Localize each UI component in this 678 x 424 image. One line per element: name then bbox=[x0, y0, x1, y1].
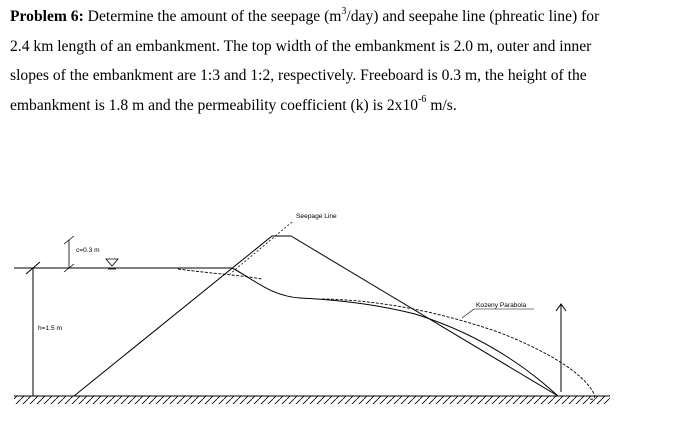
embankment-outline bbox=[74, 236, 558, 396]
freeboard-dimension bbox=[64, 236, 74, 272]
problem-label: Problem 6: bbox=[10, 8, 84, 25]
seepage-pointer bbox=[230, 222, 292, 274]
problem-text-1a: Determine the amount of the seepage (m bbox=[83, 8, 342, 25]
kozeny-parabola-label: Kozeny Parabola bbox=[476, 302, 527, 309]
problem-line-3: slopes of the embankment are 1:3 and 1:2, respectively. Freeboard is 0.3 m, the height of the bbox=[10, 67, 587, 84]
kozeny-parabola bbox=[322, 299, 594, 399]
freeboard-label: c=0.3 m bbox=[76, 247, 100, 254]
phreatic-line bbox=[232, 268, 558, 396]
kozeny-pointer bbox=[462, 309, 474, 318]
seepage-line-label: Seepage Line bbox=[296, 213, 337, 220]
problem-sup-1: 3 bbox=[341, 5, 347, 17]
problem-text-4a: embankment is 1.8 m and the permeability coefficient (k) is 2x10 bbox=[10, 96, 419, 114]
problem-text-4b: m/s. bbox=[426, 96, 457, 114]
water-height-label: h=1.5 m bbox=[38, 325, 63, 332]
problem-sup-4: -6 bbox=[418, 94, 427, 106]
problem-text-1b: /day) and seepahe line (phreatic line) for bbox=[346, 8, 600, 25]
problem-line-2: 2.4 km length of an embankment. The top width of the embankment is 2.0 m, outer and inner bbox=[10, 37, 592, 55]
ground-hatching bbox=[14, 396, 610, 404]
upward-arrow bbox=[556, 304, 566, 392]
